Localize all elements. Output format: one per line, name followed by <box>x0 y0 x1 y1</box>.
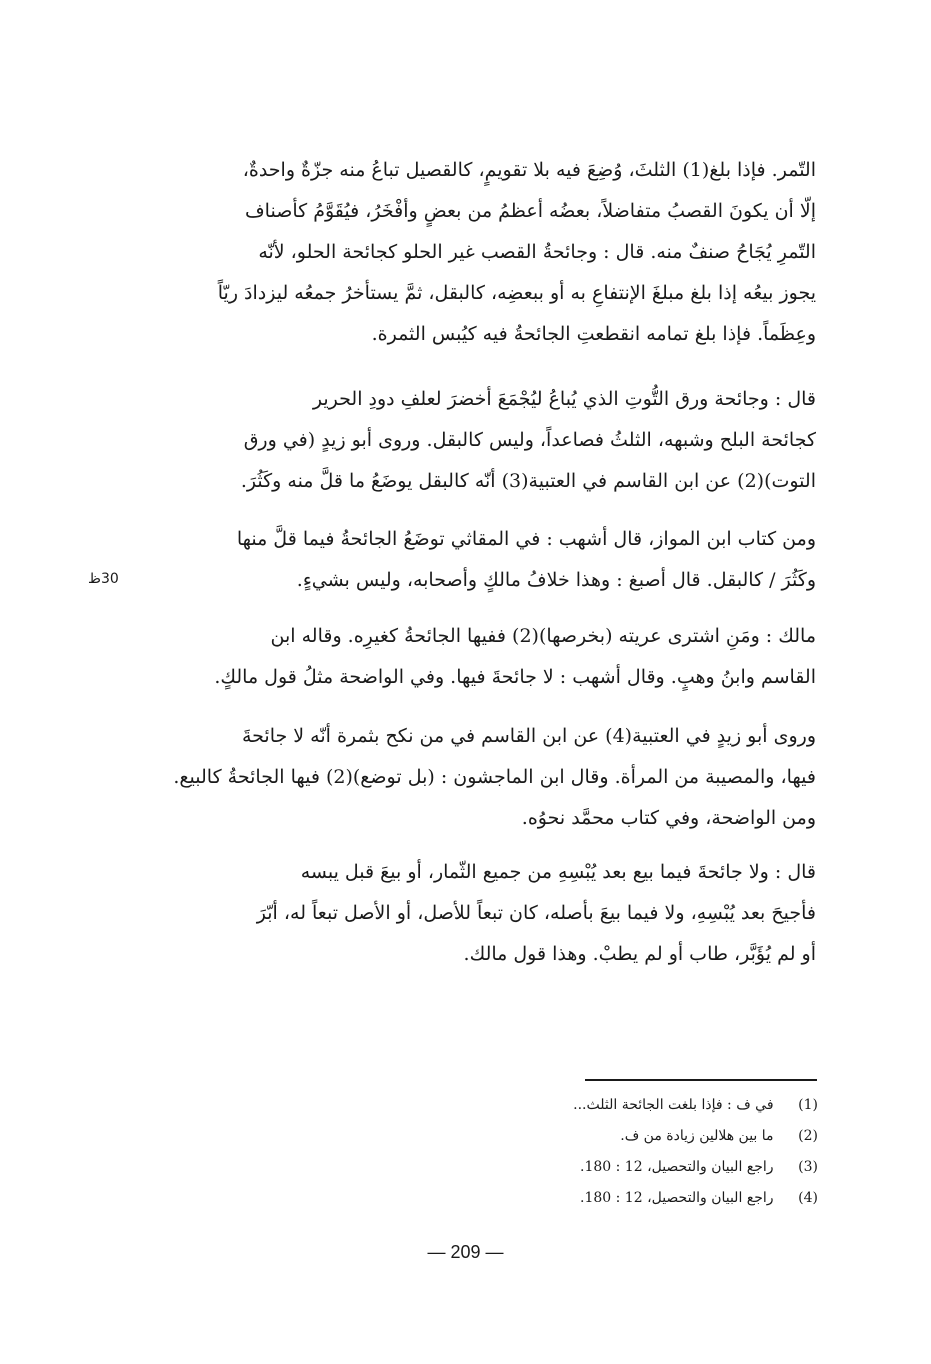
text-line: يجوز بيعُه إذا بلغ مبلغَ الإنتفاعِ به أو ببعضِه، كالبقل، ثمَّ يستأخرُ جمعُه ليزدادَ ريّاً <box>217 282 816 304</box>
paragraph-6 <box>152 852 816 975</box>
footnote-number: (4) <box>798 1190 818 1206</box>
footnote-number: (3) <box>798 1159 818 1175</box>
footnote-item <box>420 1121 818 1152</box>
text-line: التّمرِ يُجَاحُ صنفٌ منه. قال : وجائحةُ القصب غير الحلو كجائحة الحلو، لأنّه <box>258 241 816 263</box>
text-line: إلّا أن يكونَ القصبُ متفاضلاً، بعضُه أعظمُ من بعضٍ وأفْخَرُ، فيُقَوَّمُ كأصناف <box>244 200 816 222</box>
footnote-item <box>420 1152 818 1183</box>
footnote-text: راجع البيان والتحصيل، 12 : 180. <box>579 1190 774 1206</box>
text-line: فأجيحَ بعد يُبْسِهِ، ولا فيما بيعَ بأصله، كان تبعاً للأصل، أو الأصل تبعاً له، أبّرَ <box>256 902 816 924</box>
text-line: التّمر. فإذا بلغ(1) الثلثَ، وُضِعَ فيه بلا تقويمٍ، كالقصيل تباعُ منه جزّةٌ واحدةٌ، <box>242 159 816 181</box>
footnote-number: (2) <box>798 1128 818 1144</box>
footnote-divider <box>585 1079 817 1081</box>
text-line: وعِظَماً. فإذا بلغ تمامه انقطعتِ الجائحةُ فيه كيُبس الثمرة. <box>371 323 816 345</box>
footnote-text: في ف : فإذا بلغت الجائحة الثلث... <box>573 1097 774 1113</box>
paragraph-4 <box>152 616 816 698</box>
footnotes <box>420 1090 818 1214</box>
text-line: مالك : ومَنِ اشترى عريته (بخرصها)(2) ففيها الجائحةُ كغيرِه. وقاله ابن <box>270 625 816 647</box>
text-line: قال : ولا جائحةَ فيما بيع بعد يُبْسِهِ من جميع الثّمار، أو بيعَ قبل يبسه <box>300 861 816 883</box>
text-line: ومن كتاب ابن المواز، قال أشهب : في المقاثي توضَعُ الجائحةُ فيما قلَّ منها <box>236 528 816 550</box>
footnote-item <box>420 1183 818 1214</box>
text-line: القاسم وابنُ وهبٍ. وقال أشهب : لا جائحةَ فيها. وفي الواضحة مثلُ قول مالكٍ. <box>214 666 816 688</box>
page-number: — 209 — <box>427 1242 504 1262</box>
footnote-number: (1) <box>798 1097 818 1113</box>
footnote-text: ما بين هلالين زيادة من ف. <box>620 1128 774 1144</box>
text-line: التوت)(2) عن ابن القاسم في العتبية(3) أنّه كالبقل يوضَعُ ما قلَّ منه وكَثُرَ. <box>240 470 816 492</box>
text-line: أو لم يُؤَبَّر، طاب أو لم يطبْ. وهذا قول مالك. <box>463 943 816 965</box>
paragraph-2 <box>152 379 816 502</box>
paragraph-3 <box>152 519 816 601</box>
text-line: فيها، والمصيبة من المرأة. وقال ابن الماجشون : (بل توضع)(2) فيها الجائحةُ كالبيع. <box>173 766 816 788</box>
text-line: كجائحة البلح وشبهه، الثلثُ فصاعداً، وليس كالبقل. وروى أبو زيدٍ (في ورق <box>243 429 816 451</box>
text-line: ومن الواضحة، وفي كتاب محمَّد نحوُه. <box>521 807 816 829</box>
text-line: وكَثُرَ / كالبقل. قال أصبغ : وهذا خلافُ مالكٍ وأصحابه، وليس بشيءٍ. <box>296 569 816 591</box>
margin-folio-note: 30ظ <box>88 571 119 587</box>
text-line: قال : وجائحة ورق التُّوتِ الذي يُباعُ ليُجْمَعَ أخضرَ لعلفِ دودِ الحرير <box>312 388 816 410</box>
paragraph-5 <box>152 716 816 839</box>
footnote-item <box>420 1090 818 1121</box>
paragraph-1 <box>152 150 816 355</box>
footnote-text: راجع البيان والتحصيل، 12 : 180. <box>579 1159 774 1175</box>
text-line: وروى أبو زيدٍ في العتبية(4) عن ابن القاسم في من نكح بثمرة أنّه لا جائحةَ <box>241 725 816 747</box>
